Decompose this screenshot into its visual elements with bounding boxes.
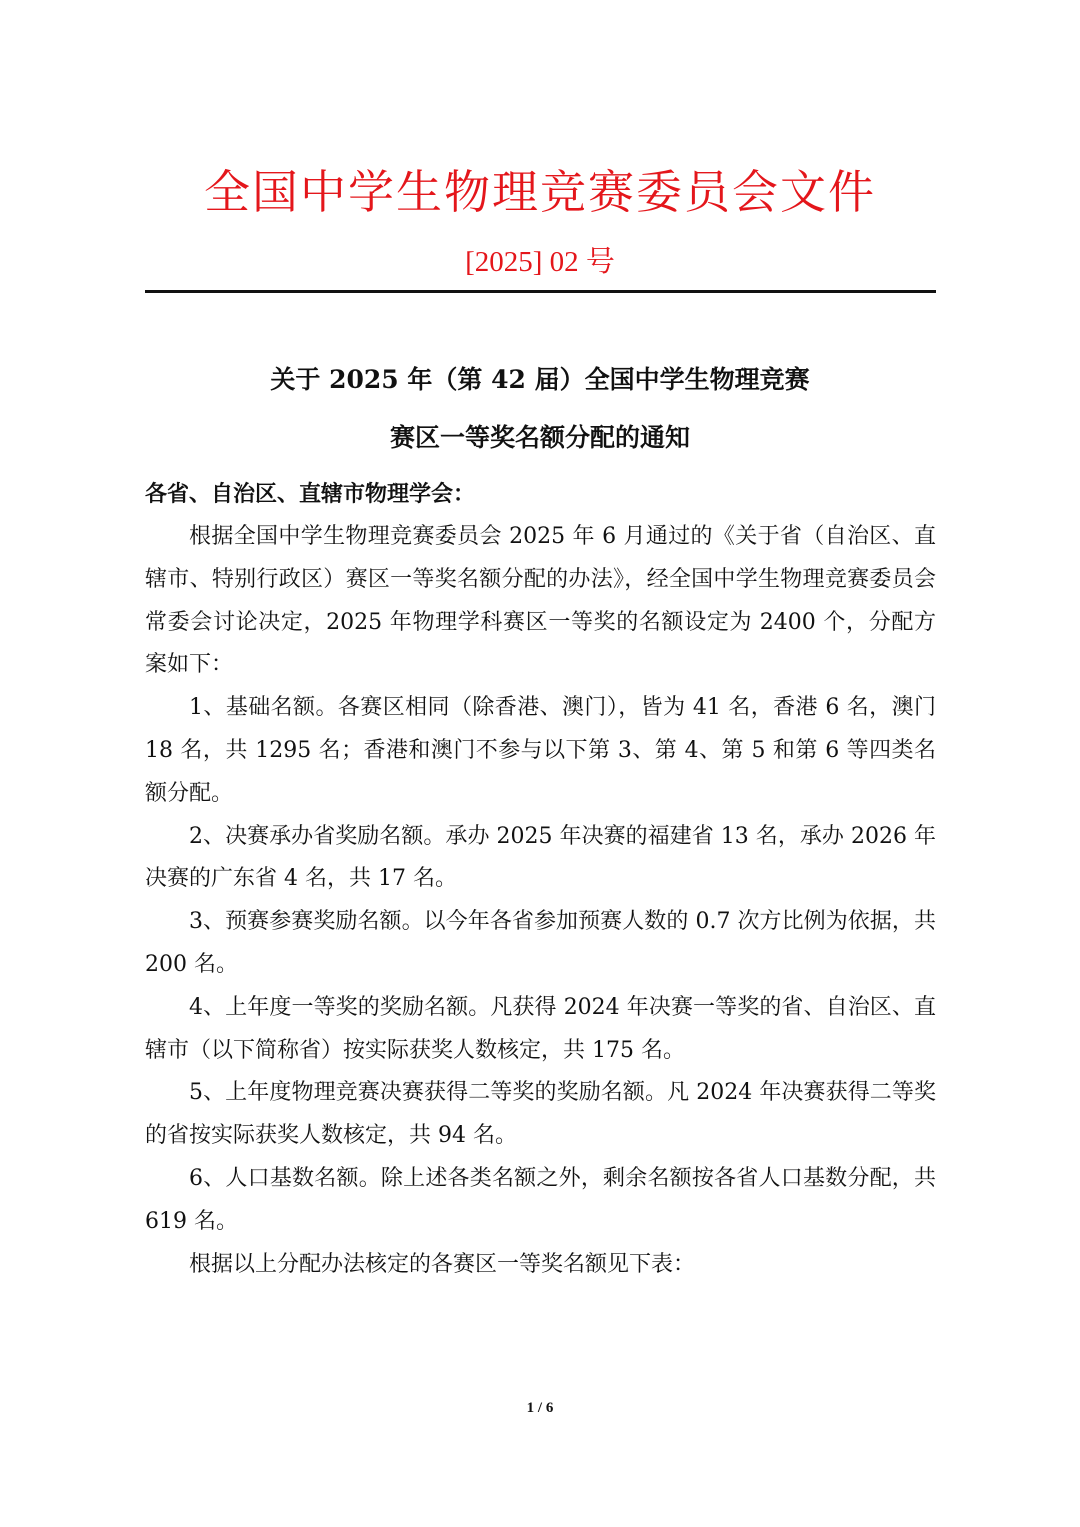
page-number: 1 / 6 [526, 1400, 554, 1416]
notice-body [145, 516, 936, 1286]
paragraph-item-5: 5、上年度物理竞赛决赛获得二等奖的奖励名额。凡 2024 年决赛获得二等奖的省按实际获奖人数核定，共 94 名。 [145, 1080, 936, 1149]
notice-title-line-1: 关于 2025 年（第 42 届）全国中学生物理竞赛 [270, 365, 810, 394]
notice-title-line-2: 赛区一等奖名额分配的通知 [389, 423, 690, 452]
paragraph-item-6: 6、人口基数名额。除上述各类名额之外，剩余名额按各省人口基数分配，共 619 名。 [145, 1165, 936, 1234]
paragraph-item-3: 3、预赛参赛奖励名额。以今年各省参加预赛人数的 0.7 次方比例为依据，共 200 名。 [145, 909, 936, 977]
salutation: 各省、自治区、直辖市物理学会： [145, 481, 476, 507]
paragraph-closing: 根据以上分配办法核定的各赛区一等奖名额见下表： [189, 1251, 696, 1277]
paragraph-item-2: 2、决赛承办省奖励名额。承办 2025 年决赛的福建省 13 名，承办 2026 年决赛的广东省 4 名，共 17 名。 [145, 823, 936, 892]
paragraph-item-1: 1、基础名额。各赛区相同（除香港、澳门），皆为 41 名，香港 6 名，澳门 18 名，共 1295 名；香港和澳门不参与以下第 3、第 4、第 5 和第 6 等四类名额分配。 [145, 695, 936, 806]
paragraph-item-4: 4、上年度一等奖的奖励名额。凡获得 2024 年决赛一等奖的省、自治区、直辖市（以下简称省）按实际获奖人数核定，共 175 名。 [145, 994, 936, 1063]
document-header-title: 全国中学生物理竞赛委员会文件 [204, 165, 876, 219]
paragraph-intro: 根据全国中学生物理竞赛委员会 2025 年 6 月通过的《关于省（自治区、直辖市、特别行政区）赛区一等奖名额分配的办法》，经全国中学生物理竞赛委员会常委会讨论决定，2025 年物理学科赛区一等奖的名额设定为 2400 个，分配方案如下： [145, 524, 936, 678]
document-number: [2025] 02 号 [465, 246, 615, 278]
header-divider [145, 290, 936, 293]
